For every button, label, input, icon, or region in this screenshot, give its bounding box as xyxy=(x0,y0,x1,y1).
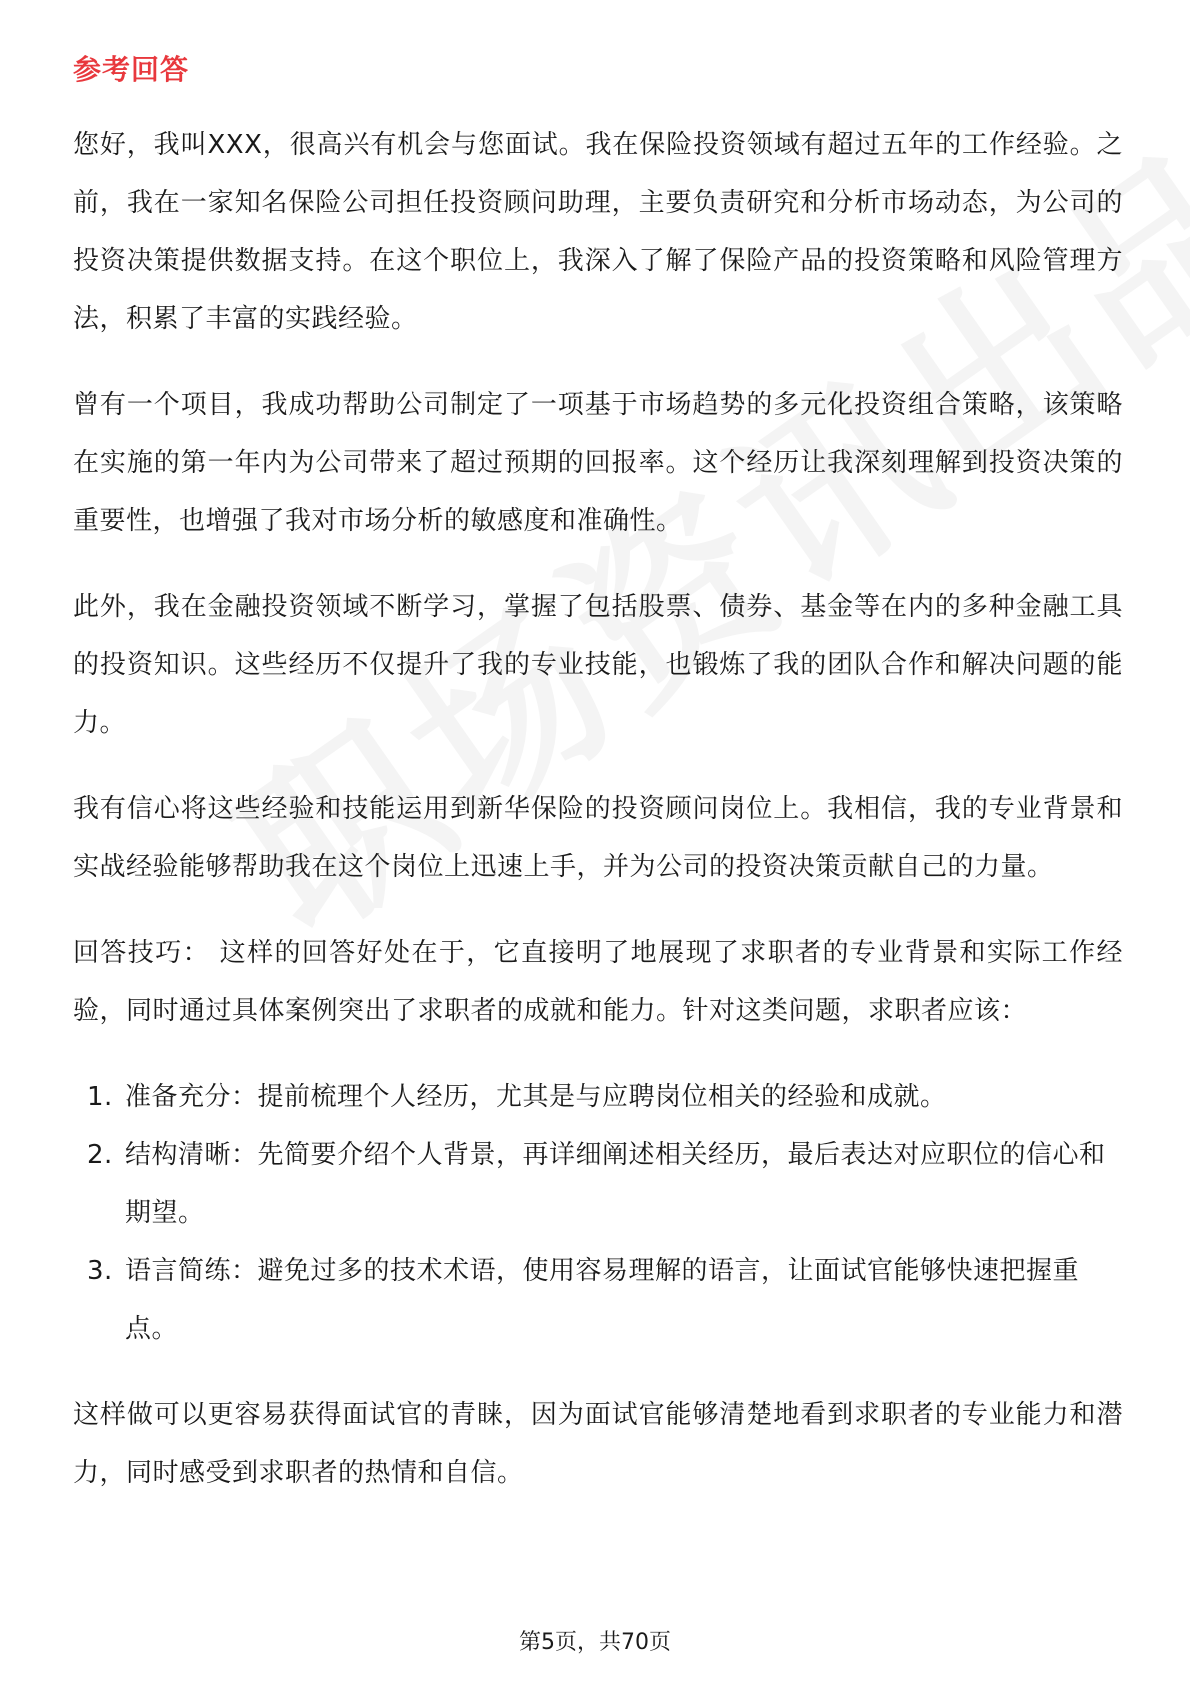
list-item xyxy=(73,1242,1123,1358)
page-footer: 第5页，共70页 xyxy=(519,1630,671,1655)
paragraph-intro: 您好，我叫XXX，很高兴有机会与您面试。我在保险投资领域有超过五年的工作经验。之前，我在一家知名保险公司担任投资顾问助理，主要负责研究和分析市场动态，为公司的投资决策提供数据支持。在这个职位上，我深入了解了保险产品的投资策略和风险管理方法，积累了丰富的实践经验。 xyxy=(73,130,1123,334)
list-text: 结构清晰：先简要介绍个人背景，再详细阐述相关经历，最后表达对应职位的信心和期望。 xyxy=(125,1140,1106,1228)
list-number: 2. xyxy=(87,1140,113,1170)
list-item xyxy=(73,1126,1123,1242)
document-page xyxy=(73,50,1123,1530)
paragraph-confidence: 我有信心将这些经验和技能运用到新华保险的投资顾问岗位上。我相信，我的专业背景和实战经验能够帮助我在这个岗位上迅速上手，并为公司的投资决策贡献自己的力量。 xyxy=(73,794,1123,882)
list-number: 3. xyxy=(87,1256,113,1286)
list-number: 1. xyxy=(87,1082,113,1112)
paragraph-conclusion: 这样做可以更容易获得面试官的青睐，因为面试官能够清楚地看到求职者的专业能力和潜力，同时感受到求职者的热情和自信。 xyxy=(73,1400,1123,1488)
paragraph-tips-intro: 回答技巧： 这样的回答好处在于，它直接明了地展现了求职者的专业背景和实际工作经验，同时通过具体案例突出了求职者的成就和能力。针对这类问题，求职者应该： xyxy=(73,938,1123,1026)
section-title: 参考回答 xyxy=(73,53,190,86)
list-text: 语言简练：避免过多的技术术语，使用容易理解的语言，让面试官能够快速把握重点。 xyxy=(125,1256,1080,1344)
paragraph-project: 曾有一个项目，我成功帮助公司制定了一项基于市场趋势的多元化投资组合策略，该策略在实施的第一年内为公司带来了超过预期的回报率。这个经历让我深刻理解到投资决策的重要性，也增强了我对市场分析的敏感度和准确性。 xyxy=(73,390,1123,536)
tips-list xyxy=(73,1068,1123,1358)
list-item xyxy=(73,1068,1123,1126)
paragraph-learning: 此外，我在金融投资领域不断学习，掌握了包括股票、债券、基金等在内的多种金融工具的投资知识。这些经历不仅提升了我的专业技能，也锻炼了我的团队合作和解决问题的能力。 xyxy=(73,592,1123,738)
list-text: 准备充分：提前梳理个人经历，尤其是与应聘岗位相关的经验和成就。 xyxy=(125,1082,947,1112)
